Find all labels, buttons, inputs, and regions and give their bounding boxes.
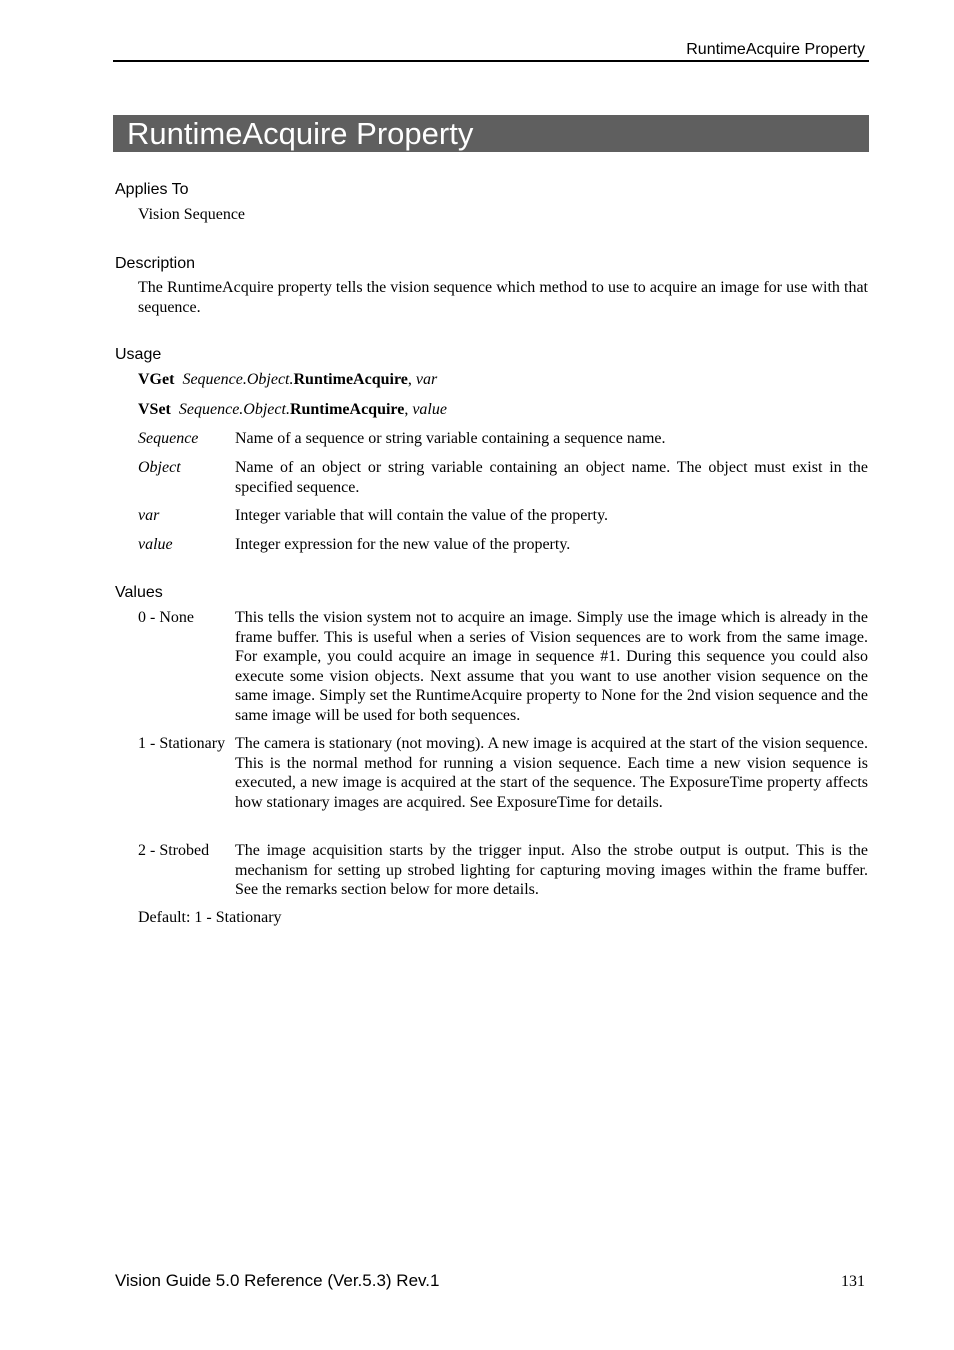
value-term: 1 - Stationary: [138, 735, 226, 752]
page-title: RuntimeAcquire Property: [113, 115, 869, 152]
param-definition: Name of an object or string variable containing an object name. The object must exist in the specified sequence.: [235, 459, 868, 496]
description-heading: Description: [115, 255, 196, 272]
param-term: value: [138, 536, 173, 553]
description-text: The RuntimeAcquire property tells the vision sequence which method to use to acquire an image for use with that sequence.: [138, 279, 868, 316]
values-default: Default: 1 - Stationary: [138, 909, 282, 926]
running-header-title: RuntimeAcquire Property: [686, 41, 865, 58]
applies-to-heading: Applies To: [115, 181, 189, 198]
usage-vget-syntax: [138, 370, 868, 390]
values-heading: Values: [115, 584, 163, 601]
usage-heading: Usage: [115, 346, 162, 363]
value-definition: This tells the vision system not to acquire an image. Simply use the image which is already in the frame buffer. This is useful when a series of Vision sequences are to work from the same image. For example, you could acquire an image in sequence #1. During this sequence you could also execute some vision objects. Next assume that you want to use another vision sequence on the same image. Simply set the RuntimeAcquire property to None for the 2nd vision sequence and the same image will be used for both sequences.: [235, 609, 868, 724]
value-term: 0 - None: [138, 609, 194, 626]
value-definition: The image acquisition starts by the trigger input. Also the strobe output is output. This is the mechanism for setting up strobed lighting for capturing moving images within the frame buffer. See the remarks section below for more details.: [235, 842, 868, 898]
vset-argument: value: [412, 401, 447, 418]
vget-target: Sequence.Object.: [182, 371, 294, 388]
footer-document-title: Vision Guide 5.0 Reference (Ver.5.3) Rev.1: [115, 1271, 440, 1290]
vget-property: RuntimeAcquire: [293, 371, 408, 388]
value-definition: The camera is stationary (not moving). A new image is acquired at the start of the vision sequence. This is the normal method for running a vision sequence. Each time a new vision sequence is executed, a new image is acquired at the start of the sequence. The ExposureTime property affects how stationary images are acquired. See ExposureTime for details.: [235, 735, 868, 811]
param-definition: Integer expression for the new value of the property.: [235, 536, 571, 553]
param-term: var: [138, 507, 160, 524]
vset-target: Sequence.Object.: [178, 401, 290, 418]
vget-separator: ,: [407, 371, 416, 388]
vget-command: VGet: [138, 371, 175, 388]
param-term: Sequence: [138, 430, 199, 447]
value-term: 2 - Strobed: [138, 842, 210, 859]
usage-vset-syntax: [138, 400, 868, 420]
applies-to-text: Vision Sequence: [138, 206, 246, 223]
param-definition: Name of a sequence or string variable containing a sequence name.: [235, 430, 666, 447]
vset-property: RuntimeAcquire: [289, 401, 405, 418]
param-definition: Integer variable that will contain the value of the property.: [235, 507, 609, 524]
vget-argument: var: [415, 371, 438, 388]
vset-separator: ,: [404, 401, 413, 418]
param-term: Object: [138, 459, 181, 476]
running-header: [113, 40, 869, 62]
vset-command: VSet: [138, 401, 171, 418]
page-number: 131: [841, 1273, 865, 1290]
